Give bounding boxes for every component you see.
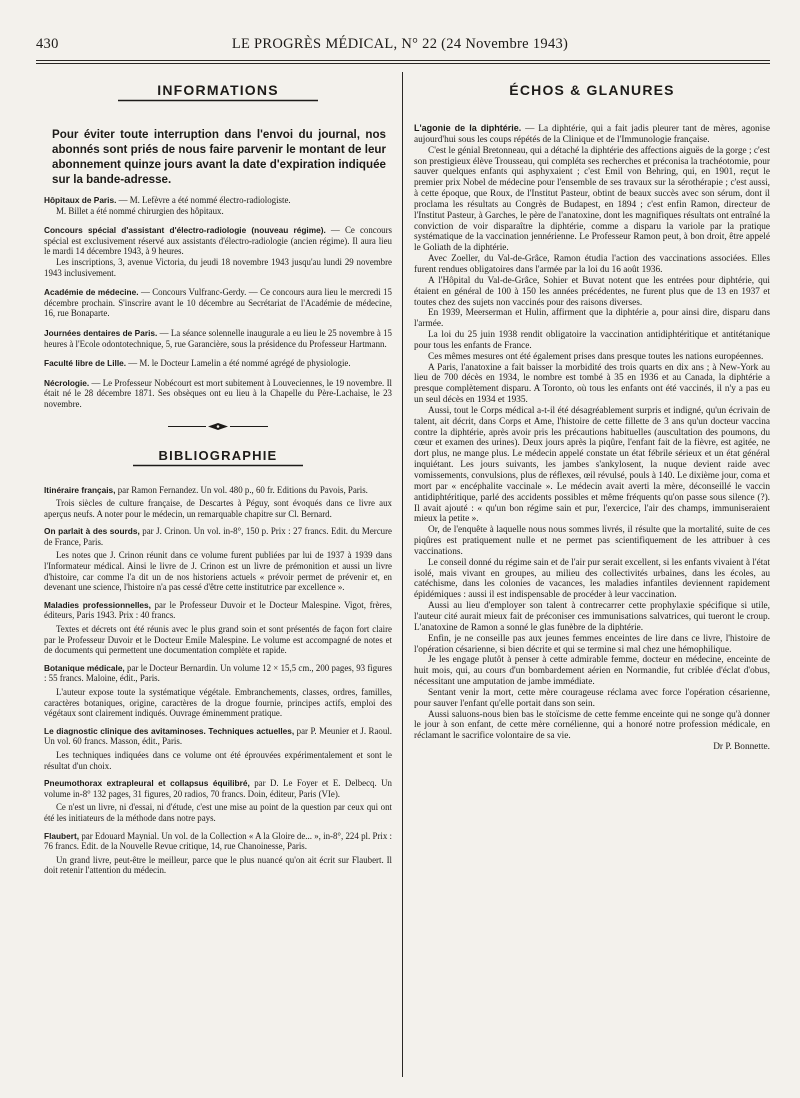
book-summary: Un grand livre, peut-être le meilleur, parce que le plus nuancé qu'on ait écrit sur Flaubert. Il doit retenir l'attention du médecin.: [44, 854, 392, 876]
news-item: [44, 287, 392, 319]
news-item-heading: Nécrologie.: [44, 377, 90, 388]
book-summary: Textes et décrets ont été réunis avec le plus grand soin et sont présentés de façon fort claire par le Professeur Duvoir et le Docteur Emile Malespine. Le volume est accompagné de notes et de documents qui permettent une documentation complète et rapide.: [44, 624, 392, 656]
book-summary: Ce n'est un livre, ni d'essai, ni d'étude, c'est une mise au point de la question par ceux qui ont été les initiateurs de la méthode dans notre pays.: [44, 802, 392, 823]
header-rule: [36, 63, 770, 64]
article-paragraph: Sentant venir la mort, cette mère courageuse réclama avec force l'opération césarienne, pour sauver l'enfant qu'elle portait dans son sein.: [414, 687, 770, 709]
book-summary: Les techniques indiquées dans ce volume ont été éprouvées expérimentalement et sont le résultat d'un choix.: [44, 749, 392, 771]
subscription-notice: Pour éviter toute interruption dans l'envoi du journal, nos abonnés sont priés de nous faire parvenir le montant de leur abonnement quinze jours avant la date d'expiration indiquée sur la bande-adresse.: [52, 128, 386, 186]
article-paragraph: A l'Hôpital du Val-de-Grâce, Sohier et Buvat notent que les entrées pour diphtérie, qui étaient en général de 100 à 150 les années précédentes, ne furent plus que de 13 en 1937 et toutes chez des sujets non vaccinés pour des raisons diverses.: [414, 275, 770, 308]
article-paragraph: A Paris, l'anatoxine a fait baisser la morbidité des trois quarts en dix ans ; à New-York au lieu de 700 décès en 1934, le nombre est tombé à 35 en 1936 et au Canada, la diphtérie a presque complètement disparu. A Toronto, où tous les enfants ont été vaccinés, il n'y a pas eu un seul décès en 1934 et 1935.: [414, 362, 770, 406]
news-item: [44, 328, 392, 349]
title-underline: [133, 464, 303, 467]
section-title-echos: ÉCHOS & GLANURES: [509, 82, 675, 98]
book-title: Maladies professionnelles,: [44, 599, 151, 610]
page-number: 430: [36, 36, 59, 52]
book-review: [44, 726, 392, 747]
article-paragraph: Aussi au lieu d'employer son talent à contrecarrer cette prophylaxie spécifique si utile, l'auteur cité aurait mieux fait de préconiser ces immunisations salvatrices, qui tueront le croup. L'anatoxine de Ramon a sonné le glas funèbre de la diphtérie.: [414, 601, 770, 633]
news-item-heading: Journées dentaires de Paris.: [44, 327, 158, 338]
news-item-heading: Hôpitaux de Paris.: [44, 195, 117, 205]
book-review: [44, 663, 392, 684]
news-item-text: — Le Professeur Nobécourt est mort subitement à Louveciennes, le 19 novembre. Il était né le 28 décembre 1871. Ses obsèques ont eu lieu à la Chapelle du Père-Lachaise, le 23 novembre.: [44, 377, 392, 409]
book-details: par J. Crinon. Un vol. in-8°, 150 p. Prix : 27 francs. Edit. du Mercure de France, Paris.: [44, 526, 392, 547]
article-paragraph: Avec Zoeller, du Val-de-Grâce, Ramon étudia l'action des vaccinations associées. Elles furent rendues obligatoires dans l'armée par la loi du 16 août 1936.: [414, 254, 770, 275]
book-title: Pneumothorax extrapleural et collapsus équilibré,: [44, 778, 250, 789]
article-paragraph: En 1939, Meerserman et Hulin, affirment que la diphtérie a, pour ainsi dire, disparu dans l'armée.: [414, 308, 770, 330]
book-review: [44, 831, 392, 852]
book-title: Itinéraire français,: [44, 484, 116, 495]
news-item-heading: Faculté libre de Lille.: [44, 358, 127, 369]
book-details: par Ramon Fernandez. Un vol. 480 p., 60 fr. Editions du Pavois, Paris.: [115, 484, 368, 495]
section-title-informations: INFORMATIONS: [157, 82, 279, 98]
book-title: On parlait à des sourds,: [44, 526, 140, 537]
book-summary: L'auteur expose toute la systématique végétale. Embranchements, classes, ordres, familles, caractères botaniques, origine, caractères de la drogue fournie, principes actifs, emploi des végétaux sont clairement indiqués. Ouvrage éminemment pratique.: [44, 687, 392, 719]
news-item: [44, 195, 392, 206]
article-paragraph: Aussi, tout le Corps médical a-t-il été désagréablement surpris et indigné, qu'un écrivain de talent, ait décrit, dans Corps et Ame, l'histoire de cette fillette de 3 ans qu'un docteur vaccina contre la diphtérie, après avoir pris les précautions habituelles (auscultation des poumons, du cœur et examen des urines). Deux jours après la piqûre, l'enfant fait de la fièvre, est agitée, ne dort plus, ne mange plus. Le médecin appelé constate un état fébrile sérieux et un état général inquiétant. Les jours suivants, les jambes s'ankylosent, la nuque devient raide avec vomissements, convulsions, plus de réflexes, œil révulsé, pouls à 140. Le dixième jour, coma et mort par « encéphalite vaccinale ». Le médecin avait averti la mère, déconseillé le vaccin antidiphtéritique, parlé des accidents possibles et même fréquents qu'on passe sous silence (?). Il avait ajouté : « qu'un bon régime sain et pur, l'exercice, l'air des champs, immuniseraient mieux la petite ».: [414, 405, 770, 525]
book-details: par D. Le Foyer et E. Delbecq. Un volume in-8° 132 pages, 31 figures, 20 radios, 70 francs. Doin, éditeur, Paris (VIe).: [44, 778, 392, 799]
news-item-note: Les inscriptions, 3, avenue Victoria, du jeudi 18 novembre 1943 jusqu'au lundi 29 novembre 1943 inclusivement.: [44, 256, 392, 278]
section-ornament: [168, 422, 268, 431]
news-item-note: M. Billet a été nommé chirurgien des hôpitaux.: [56, 205, 224, 216]
article-paragraph: Je les engage plutôt à penser à cette admirable femme, docteur en médecine, enceinte de huit mois, qui, au cours d'un bombardement aérien en Normandie, fut criblée d'éclat d'obus, nécessitant une amputation de jambe immédiate.: [414, 655, 770, 688]
book-details: par Edouard Maynial. Un vol. de la Collection « A la Gloire de... », in-8°, 224 pl. Prix : 76 francs. Edit. de la Nouvelle Revue critique, 14, rue Chanoinesse, Paris.: [44, 830, 392, 852]
book-title: Flaubert,: [44, 830, 80, 841]
book-review: [44, 600, 392, 621]
book-review: [44, 485, 392, 496]
article-paragraph: Aussi saluons-nous bien bas le stoïcisme de cette femme enceinte qui ne songe qu'à donner le jour à son enfant, de cette mère cornélienne, qui a honoré notre profession médicale, en réclamant le sacrifice volontaire de sa vie.: [414, 709, 770, 742]
article-paragraph: La loi du 25 juin 1938 rendit obligatoire la vaccination antidiphtéritique et antitétanique pour tous les enfants de France.: [414, 330, 770, 351]
news-item-text: — M. Lefèvre a été nommé électro-radiologiste.: [116, 195, 291, 205]
article-paragraph: C'est le génial Bretonneau, qui a détaché la diphtérie des affections aiguës de la gorge ; c'est son prestigieux élève Trousseau, qui compléta ses recherches et préconisa la trachéotomie, pour sauver quelques enfants qui asphyxaient ; c'est Emil von Behring, qui, en 1901, reçut le premier prix Nobel de médecine pour l'ensemble de ses travaux sur la sérothérapie ; c'est aussi, à cette époque, que Roux, de l'Institut Pasteur, obtint de beaux succès avec son sérum, dont il proclama les résultats au Congrès de Budapest, en 1894 ; c'est enfin Ramon, directeur de l'Institut Pasteur, à Garches, le père de l'anatoxine, dont les magnifiques résultats ont entraîné la conviction de voir disparaître la diphtérie, comme a disparu la variole par la pratique systématique de la vaccination jennérienne. Le Professeur Ramon peut, à bon droit, être appelé le Goliath de la diphtérie.: [414, 145, 770, 254]
book-details: par le Docteur Bernardin. Un volume 12 × 15,5 cm., 200 pages, 93 figures : 55 francs. Maloine, édit., Paris.: [44, 662, 392, 684]
column-divider: [402, 72, 403, 1077]
book-details: par P. Meunier et J. Raoul. Un vol. 60 francs. Masson, édit., Paris.: [44, 725, 392, 747]
book-details: par le Professeur Duvoir et le Docteur Malespine. Vigot, frères, éditeurs, Paris 1943. Prix : 40 francs.: [44, 599, 392, 621]
book-summary: Trois siècles de culture française, de Descartes à Péguy, sont évoqués dans ce livre aux aperçus neufs. A noter pour le médecin, un remarquable chapitre sur Cl. Bernard.: [44, 498, 392, 519]
left-column: [44, 72, 392, 876]
section-title-bibliographie: BIBLIOGRAPHIE: [158, 447, 278, 463]
book-review: [44, 778, 392, 799]
book-summary: Les notes que J. Crinon réunit dans ce volume furent publiées par lui de 1937 à 1939 dans l'Informateur médical. Ainsi le livre de J. Crinon est un livre de prémonition et aussi un livre d'histoire, car comme l'a dit un de nos historiens actuels « prévoir permet de prévenir et, en devenant une science, l'histoire n'a pas cessé d'être cette institutrice par excellence ».: [44, 550, 392, 593]
news-item-heading: Concours spécial d'assistant d'électro-radiologie (nouveau régime).: [44, 225, 326, 236]
news-item-text: — Concours Vulfranc-Gerdy. — Ce concours aura lieu le mercredi 15 décembre prochain. S'inscrire avant le 10 décembre au Secrétariat de l'Académie de médecine, 16, rue Bonaparte.: [44, 287, 392, 319]
article-paragraph: Ces mêmes mesures ont été également prises dans presque toutes les nations européennes.: [428, 351, 764, 362]
author-signature: Dr P. Bonnette.: [713, 742, 770, 753]
news-item: [44, 378, 392, 410]
article-title: L'agonie de la diphtérie.: [414, 123, 522, 133]
news-item-text: — La séance solennelle inaugurale a eu lieu le 25 novembre à 15 heures à l'Ecole odontotechnique, 5, rue Garancière, sous la présidence du Professeur Hartmann.: [44, 327, 392, 349]
article-paragraph: Or, de l'enquête à laquelle nous nous sommes livrés, il résulte que la mortalité, suite de ces piqûres est pratiquement nulle et ne permet pas scientifiquement de les attribuer à ces vaccinations.: [414, 525, 770, 557]
article-paragraph: Le conseil donné du régime sain et de l'air pur serait excellent, si les enfants vivaient à l'état isolé, mais vivant en groupes, au milieu des collectivités urbaines, dans les écoles, au catéchisme, dans les colonies de vacances, les maladies infantiles deviennent rapidement épidémiques : aussi il est indispensable de procéder à leur vaccination.: [414, 557, 770, 601]
article-body: [414, 123, 770, 753]
title-underline: [118, 99, 318, 102]
news-item-text: — Ce concours spécial est exclusivement réservé aux assistants d'électro-radiologie (ancien régime). Il aura lieu le mardi 14 décembre 1943, à 9 heures.: [44, 225, 392, 257]
book-title: Botanique médicale,: [44, 662, 125, 673]
book-review: [44, 526, 392, 547]
news-item-text: — M. le Docteur Lamelin a été nommé agrégé de physiologie.: [126, 358, 351, 369]
book-title: Le diagnostic clinique des avitaminoses. Techniques actuelles,: [44, 725, 295, 736]
right-column: [414, 72, 770, 753]
running-head: [36, 36, 764, 56]
news-item: [44, 358, 392, 369]
header-rule: [36, 60, 770, 61]
news-item: [44, 225, 392, 257]
journal-title: LE PROGRÈS MÉDICAL, N° 22 (24 Novembre 1943): [231, 36, 569, 52]
article-paragraph: L'agonie de la diphtérie. — La diphtérie, qui a fait jadis pleurer tant de mères, agonise aujourd'hui sous les coups répétés de la Clinique et de l'Immunologie française.: [414, 123, 771, 145]
article-paragraph: Enfin, je ne conseille pas aux jeunes femmes enceintes de lire dans ce livre, l'histoire de l'opération césarienne, si bien décrite et qui se termine si mal chez une hémophilique.: [414, 633, 770, 655]
news-item-heading: Académie de médecine.: [44, 287, 139, 298]
